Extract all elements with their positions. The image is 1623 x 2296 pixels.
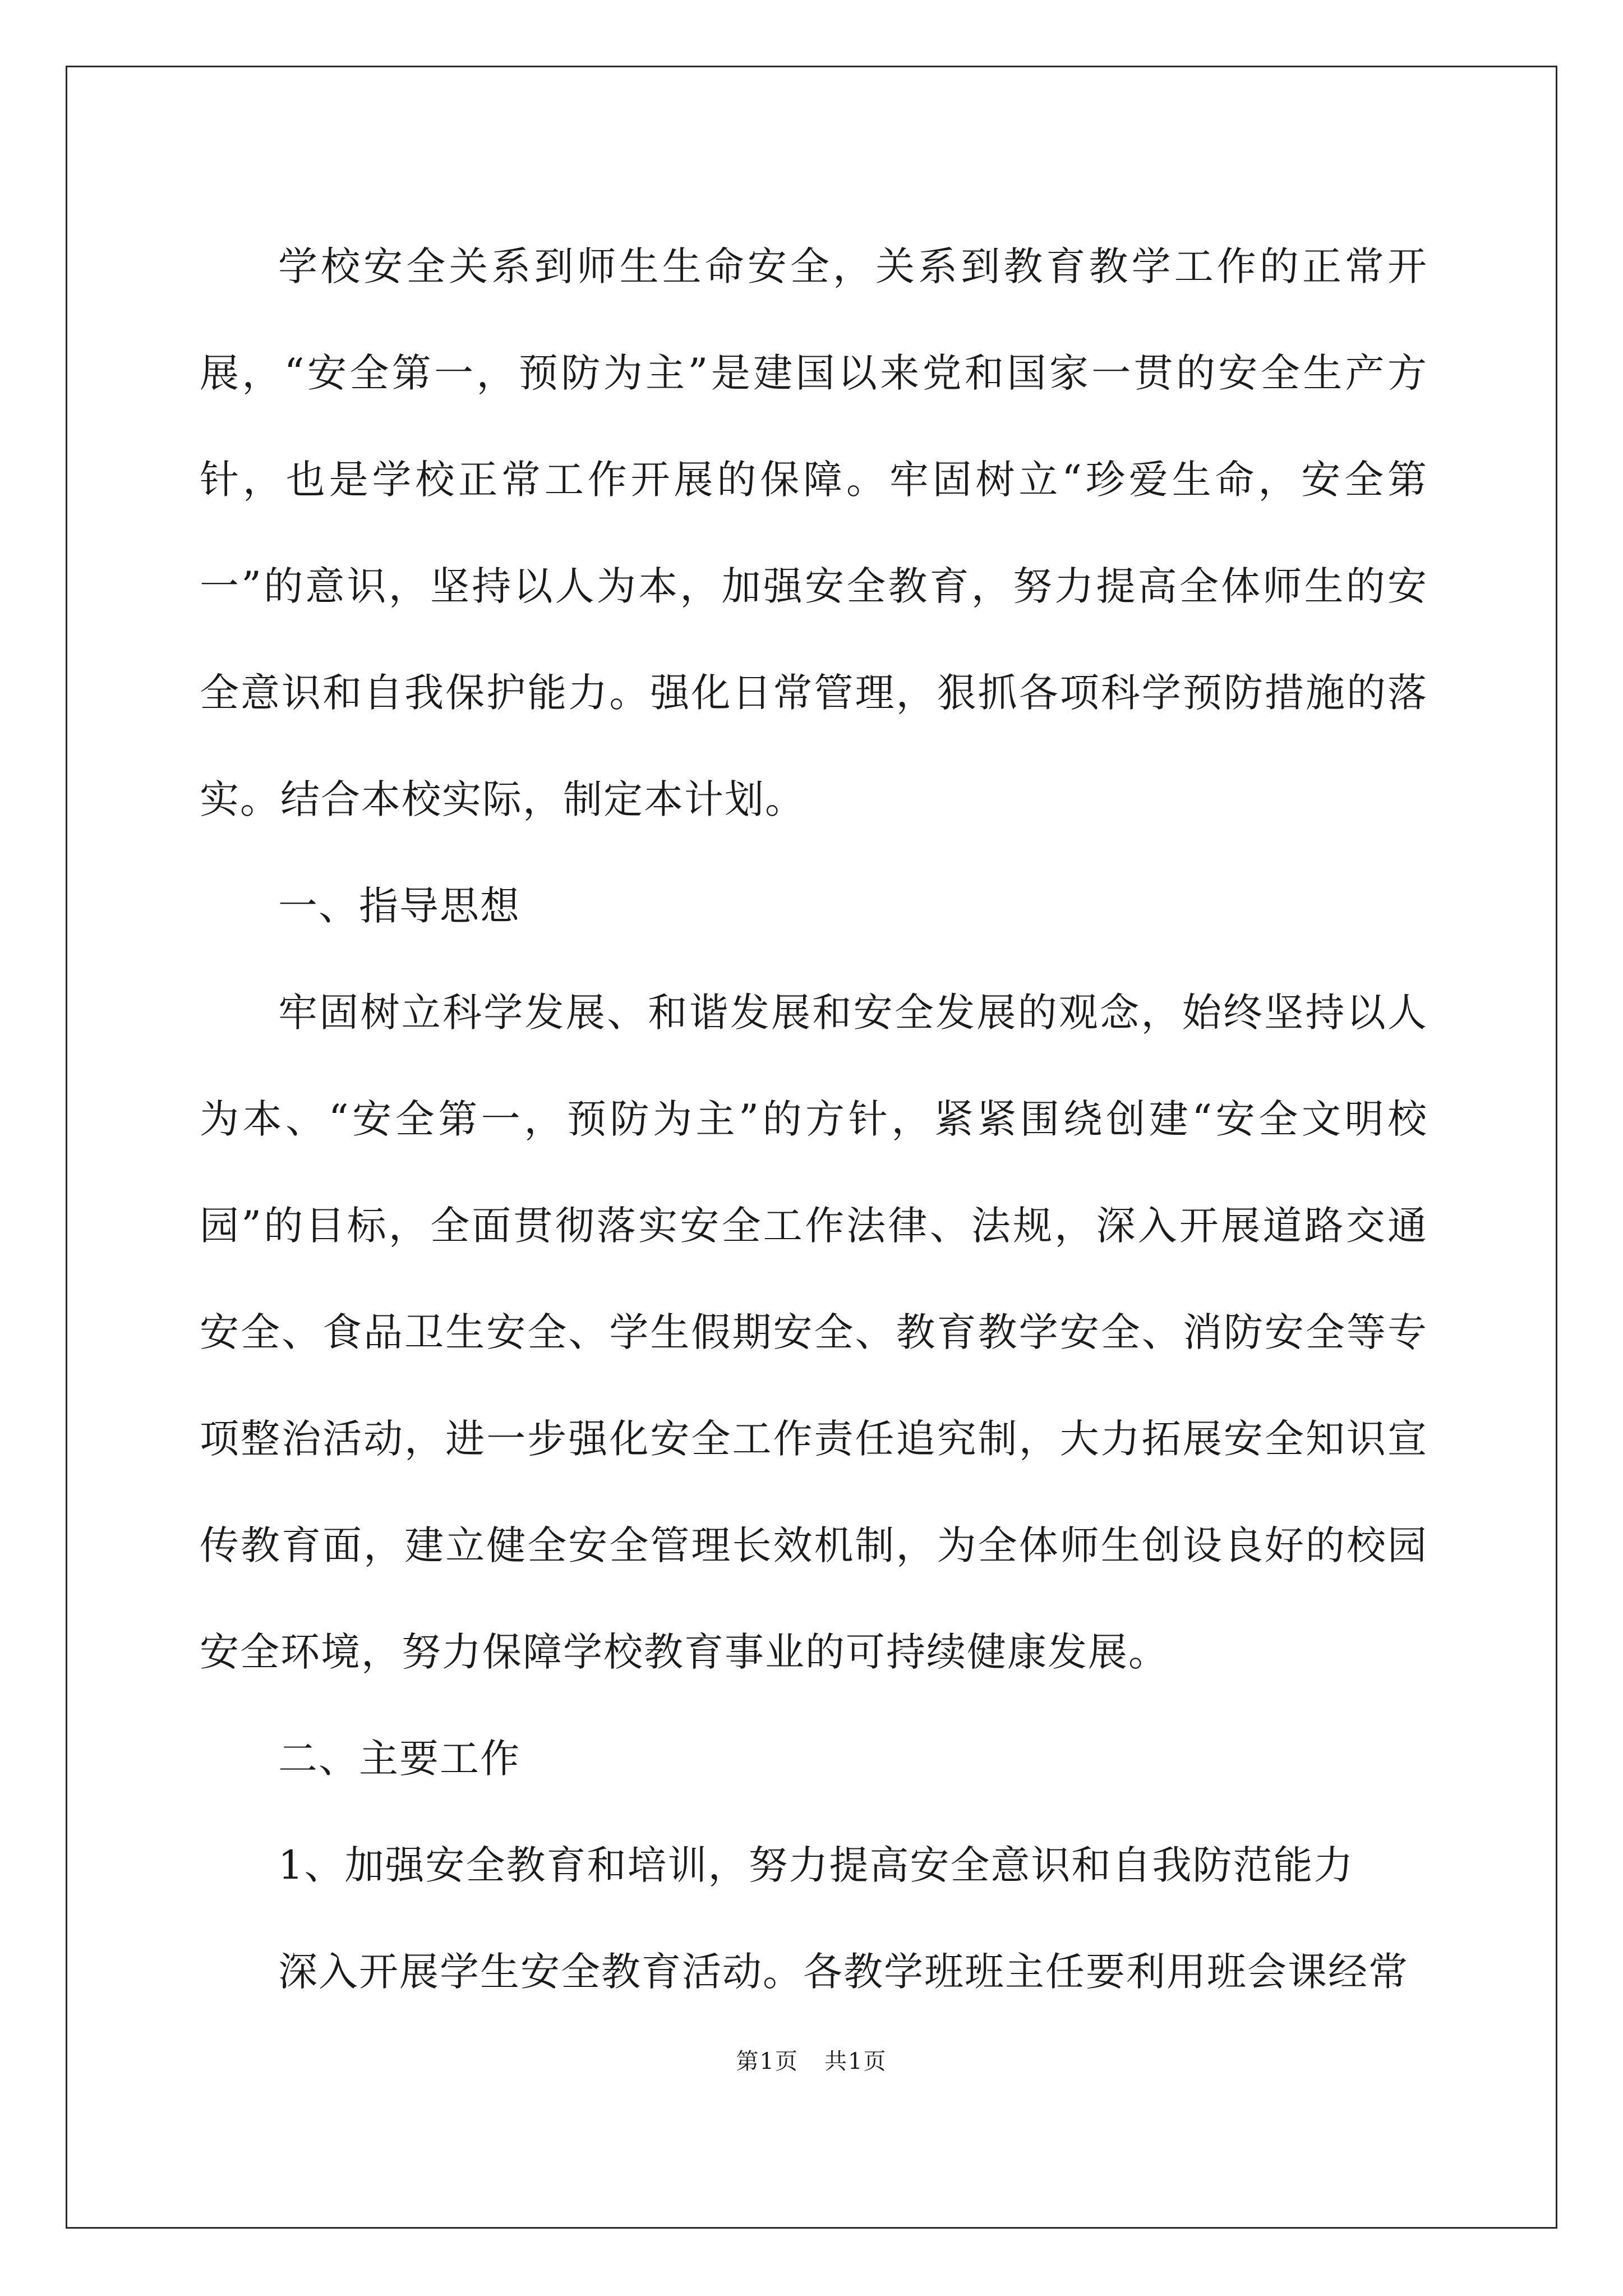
section-heading-main-work: 二、主要工作 [278, 1736, 520, 1782]
subsection-heading-safety-education: 1、加强安全教育和培训，努力提高安全意识和自我防范能力 [278, 1842, 1354, 1888]
safety-education-paragraph: 深入开展学生安全教育活动。各教学班班主任要利用班会课经常 [278, 1949, 1409, 1995]
section-heading-guiding-ideology: 一、指导思想 [278, 883, 520, 929]
document-body [200, 213, 1428, 2025]
guiding-ideology-paragraph: 牢固树立科学发展、和谐发展和安全发展的观念，始终坚持以人为本、“安全第一，预防为主”的方针，紧紧围绕创建“安全文明校园”的目标，全面贯彻落实安全工作法律、法规，深入开展道路交通安全、食品卫生安全、学生假期安全、教育教学安全、消防安全等专项整治活动，进一步强化安全工作责任追究制，大力拓展安全知识宣传教育面，建立健全安全管理长效机制，为全体师生创设良好的校园安全环境，努力保障学校教育事业的可持续健康发展。 [200, 990, 1428, 1675]
page-number: 第1页 [736, 2049, 799, 2074]
intro-paragraph: 学校安全关系到师生生命安全，关系到教育教学工作的正常开展，“安全第一，预防为主”是建国以来党和国家一贯的安全生产方针，也是学校正常工作开展的保障。牢固树立“珍爱生命，安全第一”的意识，坚持以人为本，加强安全教育，努力提高全体师生的安全意识和自我保护能力。强化日常管理，狠抓各项科学预防措施的落实。结合本校实际，制定本计划。 [200, 243, 1428, 822]
page-total: 共1页 [824, 2049, 887, 2074]
page-footer [0, 2045, 1623, 2078]
